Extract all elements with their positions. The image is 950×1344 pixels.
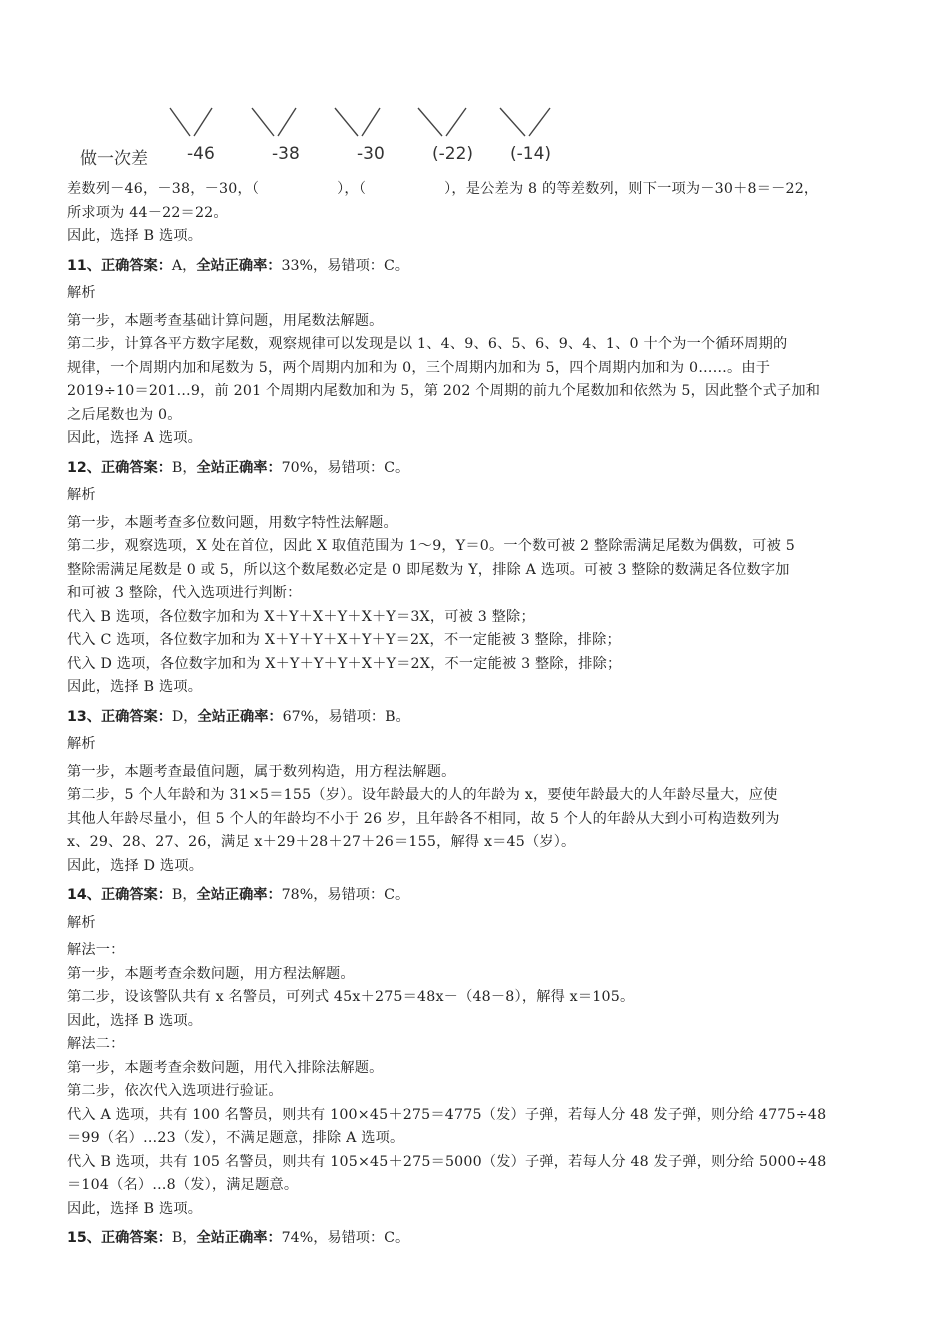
- answer-value: D，: [171, 708, 198, 725]
- explanation-line: 因此，选择 B 选项。: [67, 679, 203, 695]
- explanation-line: 第二步，5 个人年龄和为 31×5＝155（岁）。设年龄最大的人的年龄为 x，要使年龄最大的人年龄尽量大，应使: [67, 787, 778, 803]
- explanation-line: 代入 C 选项，各位数字加和为 X＋Y＋Y＋X＋Y＋Y＝2X，不一定能被 3 整除，排除；: [67, 632, 621, 648]
- explanation-line: 第二步，设该警队共有 x 名警员，可列式 45x＋275＝48x－（48－8），解得 x＝105。: [67, 989, 635, 1005]
- explanation-line: 解法二：: [67, 1036, 125, 1052]
- accuracy-value: 74%，易错项：C。: [281, 1230, 410, 1246]
- question-number: 12、: [67, 459, 101, 476]
- intro-conclusion: 因此，选择 B 选项。: [67, 228, 203, 244]
- diff-value: -30: [357, 144, 385, 164]
- answer-label: 正确答案：: [100, 257, 172, 274]
- explanation-line: 因此，选择 D 选项。: [67, 857, 204, 874]
- diff-value: -46: [187, 144, 215, 164]
- question-answer-header: [67, 706, 887, 730]
- answer-value: B，: [171, 887, 197, 903]
- intro-text: ），是公差为 8 的等差数列，则下一项为－30＋8＝－22，: [444, 181, 819, 197]
- diff-value: (-22): [432, 144, 474, 164]
- explanation-line: 第一步，本题考查余数问题，用方程法解题。: [67, 965, 355, 982]
- accuracy-value: 78%，易错项：C。: [281, 887, 410, 903]
- answer-label: 正确答案：: [100, 459, 172, 476]
- answer-value: A，: [171, 257, 197, 274]
- question-number: 15、: [67, 1230, 101, 1246]
- question-number: 14、: [67, 887, 101, 903]
- explanation-line: 规律，一个周期内加和尾数为 5，两个周期内加和为 0，三个周期内加和为 5，四个周期内加和为 0……。由于: [67, 359, 771, 376]
- analysis-heading: 解析: [67, 285, 96, 301]
- explanation-line: 第一步，本题考查余数问题，用代入排除法解题。: [67, 1059, 384, 1076]
- explanation-line: 代入 A 选项，共有 100 名警员，则共有 100×45＋275＝4775（发）子弹，若每人分 48 发子弹，则分给 4775÷48: [67, 1106, 827, 1123]
- explanation-line: 整除需满足尾数是 0 或 5，所以这个数尾数必定是 0 即尾数为 Y，排除 A 选项。可被 3 整除的数满足各位数字加: [67, 561, 790, 578]
- diagram-row-label: 做一次差: [80, 149, 148, 169]
- accuracy-value: 67%，易错项：B。: [282, 708, 410, 725]
- question-number: 11、: [67, 257, 101, 274]
- accuracy-label: 全站正确率：: [197, 708, 283, 725]
- explanation-line: 因此，选择 A 选项。: [67, 430, 202, 446]
- diff-value: -38: [272, 144, 300, 164]
- intro-text: 差数列－46，－38，－30，（: [67, 181, 260, 197]
- explanation-line: 其他人年龄尽量小，但 5 个人的年龄均不小于 26 岁，且年龄各不相同，故 5 个人的年龄从大到小可构造数列为: [67, 810, 780, 827]
- intro-line: [67, 178, 887, 202]
- explanation-line: x、29、28、27、26，满足 x＋29＋28＋27＋26＝155，解得 x＝45（岁）。: [67, 834, 576, 850]
- explanation-line: 之后尾数也为 0。: [67, 406, 182, 423]
- explanation-line: 第一步，本题考查多位数问题，用数字特性法解题。: [67, 514, 398, 531]
- accuracy-label: 全站正确率：: [196, 459, 282, 476]
- intro-line: 所求项为 44－22＝22。: [67, 204, 228, 221]
- accuracy-value: 33%，易错项：C。: [281, 257, 409, 274]
- explanation-line: 和可被 3 整除，代入选项进行判断：: [67, 585, 302, 601]
- intro-text: ），（: [337, 181, 367, 197]
- explanation-line: ＝104（名）…8（发），满足题意。: [67, 1177, 299, 1193]
- explanation-line: 第二步，依次代入选项进行验证。: [67, 1083, 283, 1099]
- difference-diagram: [70, 100, 590, 172]
- explanation-line: 代入 B 选项，各位数字加和为 X＋Y＋X＋Y＋X＋Y＝3X，可被 3 整除；: [67, 608, 535, 625]
- explanation-line: 代入 D 选项，各位数字加和为 X＋Y＋Y＋Y＋X＋Y＝2X，不一定能被 3 整除，排除；: [67, 655, 622, 672]
- answer-value: B，: [171, 1230, 197, 1246]
- answer-value: B，: [171, 459, 197, 476]
- explanation-line: 第一步，本题考查基础计算问题，用尾数法解题。: [67, 312, 384, 329]
- analysis-heading: 解析: [67, 487, 96, 503]
- question-answer-header: [67, 255, 887, 279]
- diff-value: (-14): [510, 144, 552, 164]
- explanation-line: 解法一：: [67, 942, 125, 958]
- question-answer-header: [67, 457, 887, 481]
- explanation-line: 代入 B 选项，共有 105 名警员，则共有 105×45＋275＝5000（发）子弹，若每人分 48 发子弹，则分给 5000÷48: [67, 1153, 827, 1170]
- question-number: 13、: [67, 708, 101, 725]
- answer-label: 正确答案：: [100, 887, 172, 903]
- question-answer-header: [67, 884, 887, 908]
- answer-label: 正确答案：: [100, 1230, 172, 1246]
- explanation-line: 第一步，本题考查最值问题，属于数列构造，用方程法解题。: [67, 763, 456, 780]
- explanation-line: 第二步，计算各平方数字尾数，观察规律可以发现是以 1、4、9、6、5、6、9、4、1、0 十个为一个循环周期的: [67, 336, 788, 352]
- explanation-line: 因此，选择 B 选项。: [67, 1200, 203, 1217]
- question-answer-header: [67, 1227, 887, 1251]
- accuracy-label: 全站正确率：: [196, 887, 282, 903]
- explanation-line: 2019÷10＝201…9，前 201 个周期内尾数加和为 5，第 202 个周期的前九个尾数加和依然为 5，因此整个式子加和: [67, 383, 821, 399]
- explanation-line: 第二步，观察选项，X 处在首位，因此 X 取值范围为 1～9，Y＝0。一个数可被 2 整除需满足尾数为偶数，可被 5: [67, 538, 795, 554]
- answer-explanations: [67, 178, 887, 1251]
- analysis-heading: 解析: [67, 736, 96, 752]
- answer-label: 正确答案：: [100, 708, 172, 725]
- explanation-line: 因此，选择 B 选项。: [67, 1012, 203, 1029]
- accuracy-label: 全站正确率：: [196, 257, 282, 274]
- analysis-heading: 解析: [67, 914, 96, 931]
- accuracy-label: 全站正确率：: [196, 1230, 282, 1246]
- explanation-line: ＝99（名）…23（发），不满足题意，排除 A 选项。: [67, 1130, 405, 1146]
- accuracy-value: 70%，易错项：C。: [281, 459, 410, 476]
